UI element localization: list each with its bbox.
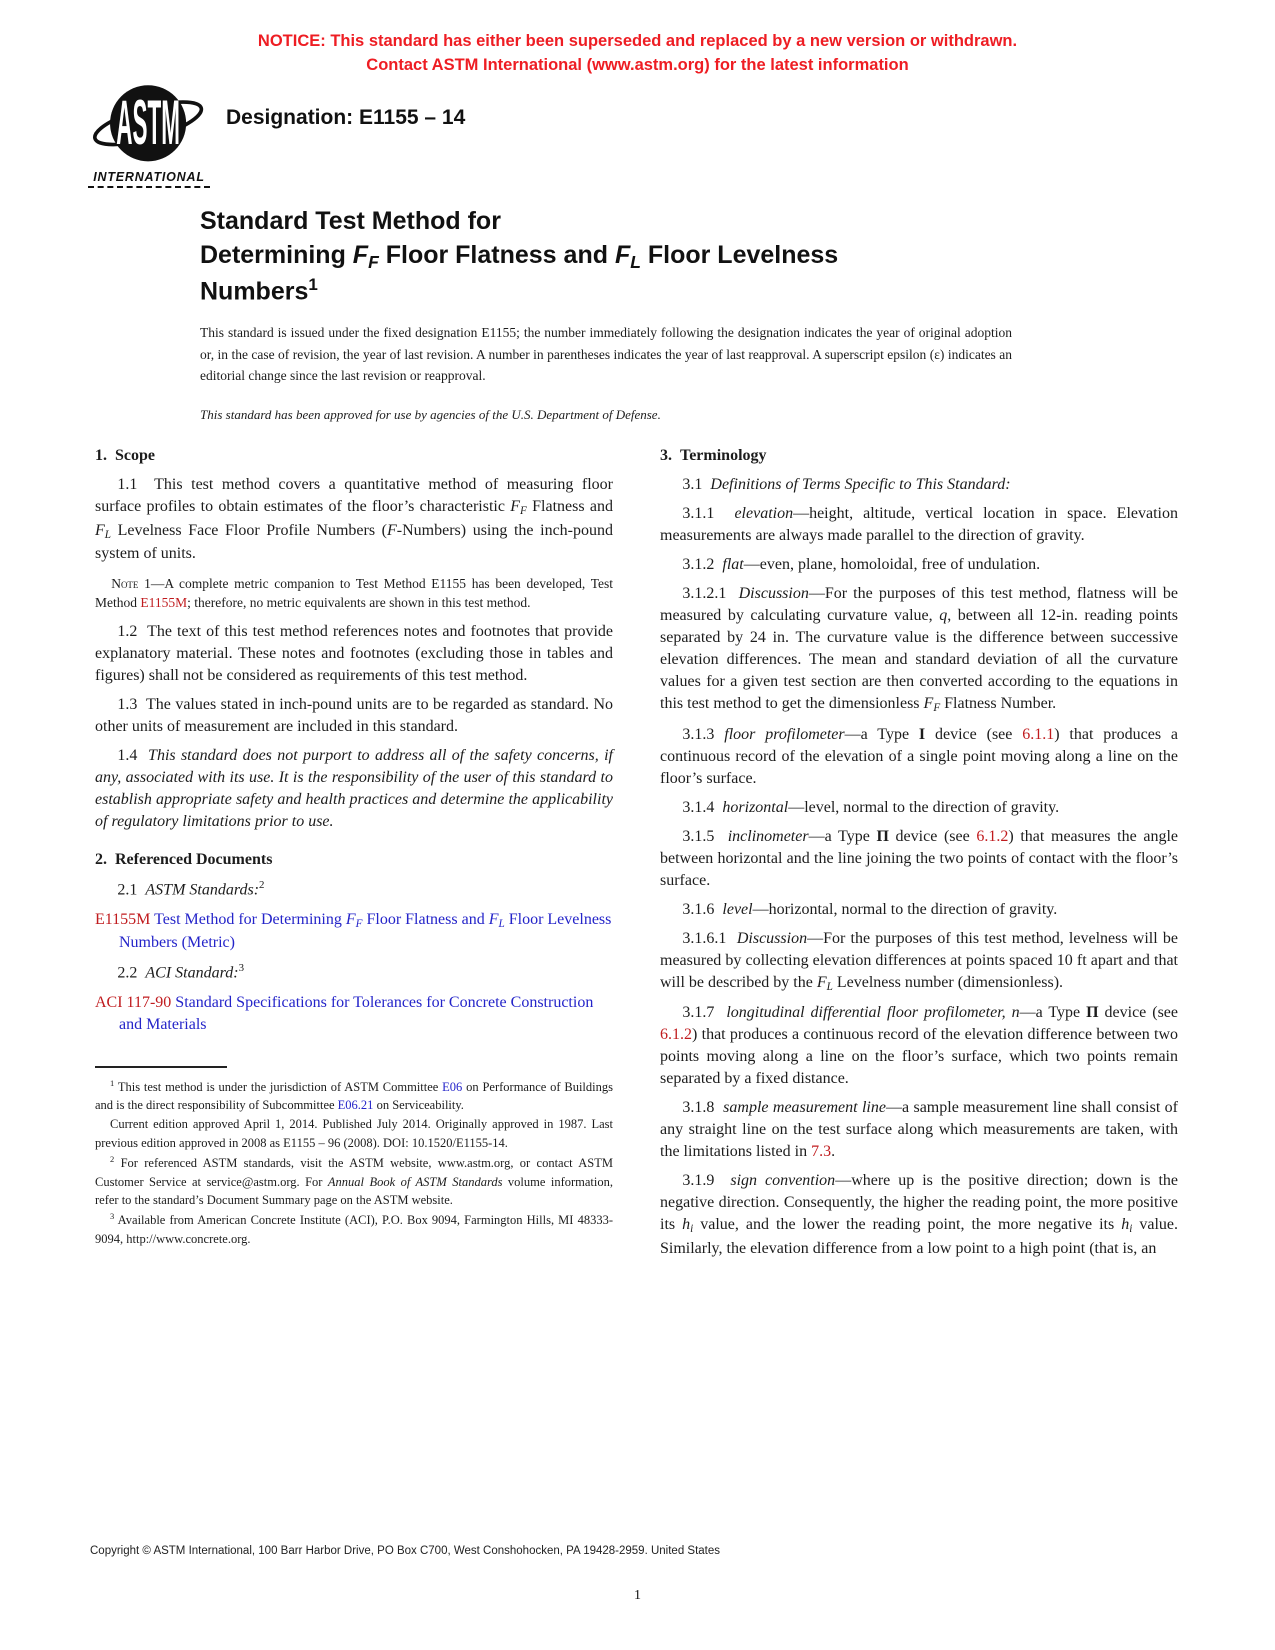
link-e06-21[interactable]: E06.21 (337, 1098, 374, 1113)
dod-approval-statement: This standard has been approved for use by agencies of the U.S. Department of Defense. (200, 406, 661, 422)
text-segment: —a Type (844, 725, 919, 743)
text-segment: on Performance of Buildings and is the direct responsibility of Subcommittee (95, 1079, 613, 1113)
text-segment: F (510, 498, 521, 515)
paragraph (660, 554, 1178, 576)
text-segment: ; therefore, no metric equivalents are shown in this test method. (187, 595, 531, 611)
document-title (200, 205, 1030, 309)
text-segment: -Numbers) using the inch-pound system of units. (95, 521, 614, 563)
text-segment: floor profilometer (724, 725, 845, 743)
paragraph (660, 1002, 1178, 1090)
text-segment: N (111, 576, 121, 592)
link-e1155m-title[interactable]: Test Method for Determining (154, 910, 346, 928)
text-segment: —For the purposes of this test method, levelness will be measured by collecting elevation differences at points spaced 10 ft apart and that will be described by the (660, 929, 1179, 991)
text-segment: sign convention (730, 1172, 836, 1190)
link-7-3[interactable]: 7.3 (811, 1143, 832, 1161)
text-segment: 2 (110, 1153, 115, 1164)
text-segment: longitudinal differential floor profilometer, n (726, 1004, 1020, 1022)
notice-line-1: NOTICE: This standard has either been superseded and replaced by a new version or withdrawn. (257, 32, 1018, 50)
text-segment: Annual Book of ASTM Standards (327, 1174, 503, 1189)
text-segment: 3.1.5 (682, 827, 728, 845)
text-segment: ASTM Standards: (145, 881, 260, 899)
superseded-notice (0, 0, 1275, 78)
text-segment: h (682, 1216, 691, 1234)
text-segment: 3. Terminology (660, 447, 767, 464)
link-e1155m-title[interactable]: L (498, 917, 505, 930)
paragraph (660, 899, 1178, 921)
text-segment: 3.1.7 (682, 1004, 727, 1022)
body-columns (95, 445, 1178, 1267)
title-line-2 (200, 239, 1030, 274)
title-line-1 (200, 205, 1030, 239)
paragraph (95, 961, 613, 984)
text-segment: on Serviceability. (373, 1098, 464, 1113)
text-segment: L (104, 528, 112, 541)
text-segment: level (722, 900, 753, 918)
text-segment: 2 (259, 879, 265, 892)
paragraph (95, 474, 613, 565)
page-number: 1 (634, 1588, 641, 1603)
text-segment: Definitions of Terms Specific to This Standard: (710, 476, 1011, 493)
text-segment: 3.1.3 (682, 725, 725, 743)
text-segment: F (368, 251, 379, 272)
reference-entry (95, 909, 613, 955)
paragraph (95, 878, 613, 901)
text-segment: device (see (888, 827, 977, 845)
text-segment: Π (1086, 1004, 1099, 1022)
designation-label: Designation: E1155 – 14 (226, 106, 466, 129)
text-segment: Standard Test Method for (200, 207, 501, 235)
text-segment: 3.1.4 (682, 798, 723, 816)
text-segment: 3.1 (682, 476, 711, 493)
section-heading (95, 849, 613, 871)
text-segment: Current edition approved April 1, 2014. Published July 2014. Originally approved in 1987. Last previous edition approved in 2008 as E1155 – 96 (2008). DOI: 10.1520/E1155-14. (95, 1117, 613, 1150)
text-segment: 1 (308, 274, 318, 294)
footnote (95, 1210, 613, 1249)
left-column (95, 445, 613, 1267)
text-segment: ) that produces a continuous record of the elevation of a single point moving along a line on the floor’s surface. (660, 725, 1179, 787)
text-segment: Flatness Number. (940, 695, 1057, 712)
text-segment: 3.1.8 (682, 1099, 724, 1117)
text-segment: sample measurement line (723, 1099, 886, 1117)
text-segment: —horizontal, normal to the direction of gravity. (752, 900, 1058, 918)
text-segment: —a Type (1019, 1004, 1087, 1022)
notice-line-2: Contact ASTM International (www.astm.org) for the latest information (366, 55, 909, 74)
text-segment: F (95, 521, 105, 539)
text-segment: ) that produces a continuous record of the elevation difference between two points moving along a line on the floor’s surface, which two points remain separated by a fixed distance. (660, 1026, 1178, 1088)
text-segment: , between all 12-in. reading points separated by 24 in. The curvature value is the difference between successive elevation differences. The mean and standard deviation of all the curvature values for a given test section are then converted according to the equations in this test method to get the dimensionless (660, 607, 1178, 712)
intro-block (200, 322, 1012, 423)
link-6-1-1[interactable]: 6.1.1 (1022, 725, 1055, 743)
text-segment: F (614, 240, 631, 269)
text-segment: 3.1.6 (682, 900, 723, 918)
text-segment: —level, normal to the direction of gravity. (788, 798, 1060, 816)
section-heading (660, 445, 1178, 467)
reference-entry (95, 992, 613, 1036)
text-segment: Floor Flatness and (378, 240, 615, 269)
text-segment: —even, plane, homoloidal, free of undulation. (743, 556, 1041, 573)
text-segment: Determining (200, 240, 353, 269)
link-e1155m-title[interactable]: F (355, 917, 363, 930)
link-e1155m-title[interactable]: F (488, 910, 499, 928)
text-segment: 3.1.9 (682, 1172, 731, 1190)
text-segment: F (352, 240, 369, 269)
paragraph (660, 1170, 1178, 1260)
link-e06[interactable]: E06 (442, 1079, 463, 1094)
text-segment: value, and the lower the reading point, the more negative its (693, 1216, 1122, 1234)
text-segment: 3.1.2.1 (682, 585, 739, 602)
text-segment: flat (722, 556, 744, 573)
text-segment: . (831, 1143, 836, 1161)
astm-logo-international-label: INTERNATIONAL (88, 170, 210, 188)
text-segment: —a sample measurement line shall consist of any straight line on the test surface along which measurements are taken, with the limitations listed in (660, 1099, 1179, 1161)
paragraph (95, 621, 613, 687)
footnote-divider (95, 1066, 227, 1068)
text-segment: L (826, 980, 833, 993)
text-segment: This standard does not purport to address all of the safety concerns, if any, associated with its use. It is the responsibility of the user of this standard to establish appropriate safety and health practices and determine the applicability of regulatory limitations prior to use. (95, 747, 614, 831)
text-segment: For referenced ASTM standards, visit the ASTM website, www.astm.org, or contact ASTM Customer Service at service@astm.org. For (95, 1155, 613, 1189)
text-segment: —a Type (808, 827, 877, 845)
copyright-line: Copyright © ASTM International, 100 Barr Harbor Drive, PO Box C700, West Conshohocken, PA 19428-2959. United States (90, 1545, 721, 1557)
text-segment: ) that measures the angle between horizontal and the line joining the two points of contact with the floor’s surface. (660, 827, 1179, 889)
text-segment: Discussion (736, 929, 808, 947)
text-segment: device (see (1098, 1004, 1179, 1022)
text-segment: —height, altitude, vertical location in space. Elevation measurements are always made parallel to the direction of gravity. (660, 505, 1178, 544)
right-column (660, 445, 1178, 1267)
link-e1155m-title[interactable]: Floor Flatness and (362, 910, 489, 928)
link-6-1-2[interactable]: 6.1.2 (976, 827, 1009, 845)
text-segment: 1.3 The values stated in inch-pound units are to be regarded as standard. No other units of measurement are included in this standard. (95, 696, 613, 736)
note (95, 574, 613, 612)
svg-text:ASTM: ASTM (116, 87, 180, 159)
footnote (95, 1115, 613, 1153)
text-segment: i (1129, 1223, 1133, 1236)
text-segment: L (630, 251, 641, 272)
text-segment: F (520, 505, 527, 518)
text-segment: —For the purposes of this test method, flatness will be measured by calculating curvature value, (660, 585, 1178, 624)
text-segment: I (918, 725, 926, 743)
section-heading (95, 445, 613, 467)
text-segment: 3.1.6.1 (682, 929, 737, 947)
link-e1155m-title[interactable]: F (345, 910, 356, 928)
paragraph (95, 694, 613, 738)
text-segment: This test method is under the jurisdiction of ASTM Committee (114, 1079, 443, 1094)
text-segment: Π (876, 827, 889, 845)
paragraph (660, 503, 1178, 547)
text-segment: Levelness number (dimensionless). (832, 973, 1064, 991)
text-segment: 1 (110, 1077, 115, 1088)
astm-logo (88, 78, 210, 188)
text-segment: 3 (110, 1211, 115, 1222)
text-segment: Discussion (738, 585, 809, 602)
title-line-3 (200, 274, 1030, 309)
text-segment: Floor Levelness (640, 240, 839, 269)
issued-statement: This standard is issued under the fixed designation E1155; the number immediately following the designation indicates the year of original adoption or, in the case of revision, the year of last revision. A number in parentheses indicates the year of last reapproval. A superscript epsilon (ε) indicates an editorial change since the last revision or reapproval. (200, 325, 1012, 384)
text-segment: h (1121, 1216, 1130, 1234)
text-segment: Flatness and (526, 498, 613, 515)
text-segment: 3.1.1 (682, 505, 735, 522)
paragraph (660, 928, 1178, 996)
text-segment: Available from American Concrete Institute (ACI), P.O. Box 9094, Farmington Hills, MI 48333-9094, http://www.concrete.org. (95, 1213, 613, 1246)
paragraph (660, 474, 1178, 496)
link-e1155m[interactable]: E1155M (140, 595, 188, 611)
text-segment: 1.1 This test method covers a quantitative method of measuring floor surface profiles to obtain estimates of the floor’s characteristic (95, 476, 613, 515)
text-segment: q (939, 607, 948, 624)
text-segment: F (933, 702, 941, 715)
footnote (95, 1077, 613, 1116)
link-6-1-2[interactable]: 6.1.2 (660, 1026, 692, 1044)
text-segment: 2.2 (117, 964, 146, 982)
text-segment: inclinometer (727, 827, 809, 845)
text-segment: Levelness Face Floor Profile Numbers ( (111, 521, 388, 539)
text-segment: ote (120, 576, 139, 592)
text-segment: F (816, 973, 827, 991)
footnote (95, 1153, 613, 1210)
paragraph (660, 583, 1178, 717)
text-segment: 2. Referenced Documents (95, 851, 273, 869)
text-segment: 1. Scope (95, 447, 155, 464)
document-header (88, 78, 465, 188)
text-segment: ACI Standard: (145, 964, 239, 982)
link-aci-117-90-title[interactable]: Standard Specifications for Tolerances for Concrete Construction and Materials (119, 993, 594, 1033)
text-segment: device (see (925, 725, 1023, 743)
paragraph (660, 797, 1178, 819)
text-segment: —where up is the positive direction; down is the negative direction. Consequently, the higher the reading point, the more positive its (660, 1172, 1179, 1234)
paragraph (95, 745, 613, 833)
paragraph (660, 826, 1178, 892)
text-segment: F (923, 695, 934, 712)
astm-globe-icon (90, 78, 208, 174)
text-segment: 1.4 (117, 747, 149, 765)
text-segment: i (690, 1223, 694, 1236)
text-segment: F (387, 521, 397, 539)
paragraph (660, 724, 1178, 790)
paragraph (660, 1097, 1178, 1163)
text-segment: 2.1 (117, 881, 146, 899)
text-segment: 3 (238, 962, 245, 975)
text-segment: value. Similarly, the elevation difference from a low point to a high point (that is, an (660, 1216, 1179, 1257)
text-segment: Numbers (200, 277, 309, 306)
text-segment: elevation (734, 505, 794, 522)
link-e1155m-title[interactable]: Floor Levelness Numbers (Metric) (119, 910, 612, 952)
text-segment: horizontal (722, 798, 789, 816)
text-segment: 1—A complete metric companion to Test Method E1155 has been developed, Test Method (95, 576, 613, 611)
link-e1155m[interactable]: E1155M (95, 910, 151, 928)
text-segment: volume information, refer to the standard’s Document Summary page on the ASTM website. (95, 1174, 613, 1208)
text-segment: 1.2 The text of this test method references notes and footnotes that provide explanatory material. These notes and footnotes (excluding those in tables and figures) shall not be considered as requirements of this test method. (95, 623, 613, 685)
link-aci-117-90[interactable]: ACI 117-90 (95, 993, 172, 1011)
text-segment: 3.1.2 (682, 556, 723, 573)
